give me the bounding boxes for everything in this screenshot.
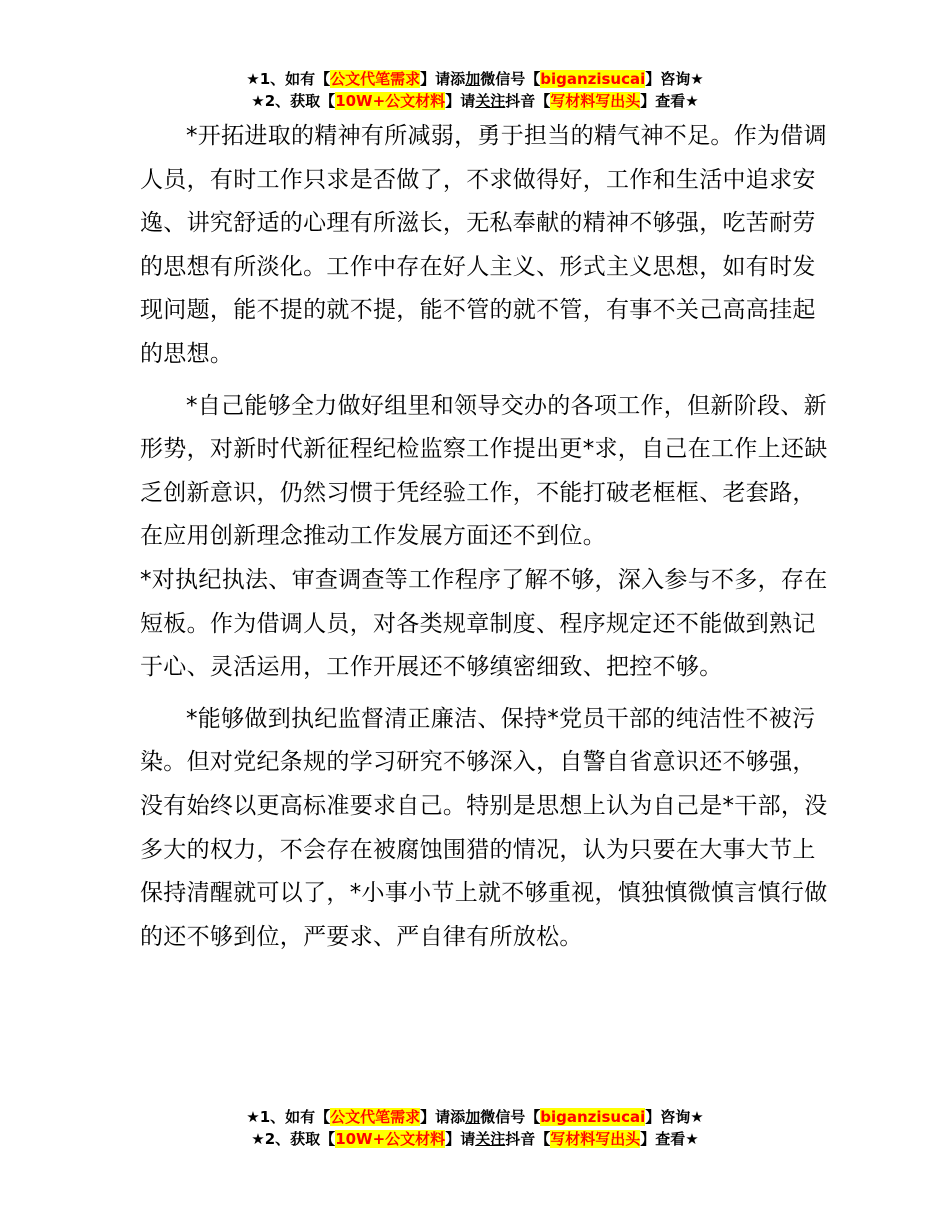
header-line-2-suffix: 】查看★	[640, 92, 699, 110]
header-line-1	[0, 68, 950, 90]
header-banner	[0, 68, 950, 112]
footer-banner	[0, 1106, 950, 1150]
footer-materials-highlight: 10W+公文材料	[335, 1130, 446, 1148]
footer-line-2-douyin-label: 抖音【	[505, 1130, 551, 1148]
footer-wechat-id-highlight: biganzisucai	[540, 1108, 646, 1126]
materials-highlight: 10W+公文材料	[335, 92, 446, 110]
footer-ghostwriting-service-highlight: 公文代笔需求	[330, 1108, 421, 1126]
footer-line-2-mid: 】请	[445, 1130, 476, 1148]
header-line-1-suffix: 】咨询★	[645, 70, 704, 88]
wechat-id-highlight: biganzisucai	[540, 70, 646, 88]
footer-line-2	[0, 1128, 950, 1150]
footer-line-2-underlined: 关注	[475, 1130, 506, 1148]
paragraph-2: *自己能够全力做好组里和领导交办的各项工作，但新阶段、新形势，对新时代新征程纪检监察工作提出更*求，自己在工作上还缺乏创新意识，仍然习惯于凭经验工作，不能打破老框框、老套路，在应用创新理念推动工作发展方面还不到位。	[140, 392, 828, 550]
header-line-2-prefix: ★2、获取【	[251, 92, 336, 110]
douyin-account-highlight: 写材料写出头	[550, 92, 641, 110]
header-line-2-underlined: 关注	[475, 92, 506, 110]
paragraph-3: *对执纪执法、审查调查等工作程序了解不够，深入参与不多，存在短板。作为借调人员，对各类规章制度、程序规定还不能做到熟记于心、灵活运用，工作开展还不够缜密细致、把控不够。	[140, 566, 828, 681]
header-line-1-underlined: 加	[465, 70, 481, 88]
footer-line-1-wechat-label: 微信号【	[480, 1108, 541, 1126]
header-line-1-mid: 】请添	[420, 70, 466, 88]
header-line-2-mid: 】请	[445, 92, 476, 110]
paragraph-4: *能够做到执纪监督清正廉洁、保持*党员干部的纯洁性不被污染。但对党纪条规的学习研究不够深入，自警自省意识还不够强，没有始终以更高标准要求自己。特别是思想上认为自己是*干部，没多大的权力，不会存在被腐蚀围猎的情况，认为只要在大事大节上保持清醒就可以了，*小事小节上就不够重视，慎独慎微慎言慎行做的还不够到位，严要求、严自律有所放松。	[140, 705, 828, 950]
footer-line-2-suffix: 】查看★	[640, 1130, 699, 1148]
footer-douyin-account-highlight: 写材料写出头	[550, 1130, 641, 1148]
header-line-2-douyin-label: 抖音【	[505, 92, 551, 110]
header-line-1-wechat-label: 微信号【	[480, 70, 541, 88]
header-line-2	[0, 90, 950, 112]
footer-line-2-prefix: ★2、获取【	[251, 1130, 336, 1148]
footer-line-1-suffix: 】咨询★	[645, 1108, 704, 1126]
header-line-1-prefix: ★1、如有【	[246, 70, 331, 88]
footer-line-1-underlined: 加	[465, 1108, 481, 1126]
footer-line-1-mid: 】请添	[420, 1108, 466, 1126]
footer-line-1	[0, 1106, 950, 1128]
document-body	[140, 115, 832, 967]
ghostwriting-service-highlight: 公文代笔需求	[330, 70, 421, 88]
paragraph-1: *开拓进取的精神有所减弱，勇于担当的精气神不足。作为借调人员，有时工作只求是否做了，不求做得好，工作和生活中追求安逸、讲究舒适的心理有所滋长，无私奉献的精神不够强，吃苦耐劳的思想有所淡化。工作中存在好人主义、形式主义思想，如有时发现问题，能不提的就不提，能不管的就不管，有事不关己高高挂起的思想。	[140, 123, 827, 367]
footer-line-1-prefix: ★1、如有【	[246, 1108, 331, 1126]
